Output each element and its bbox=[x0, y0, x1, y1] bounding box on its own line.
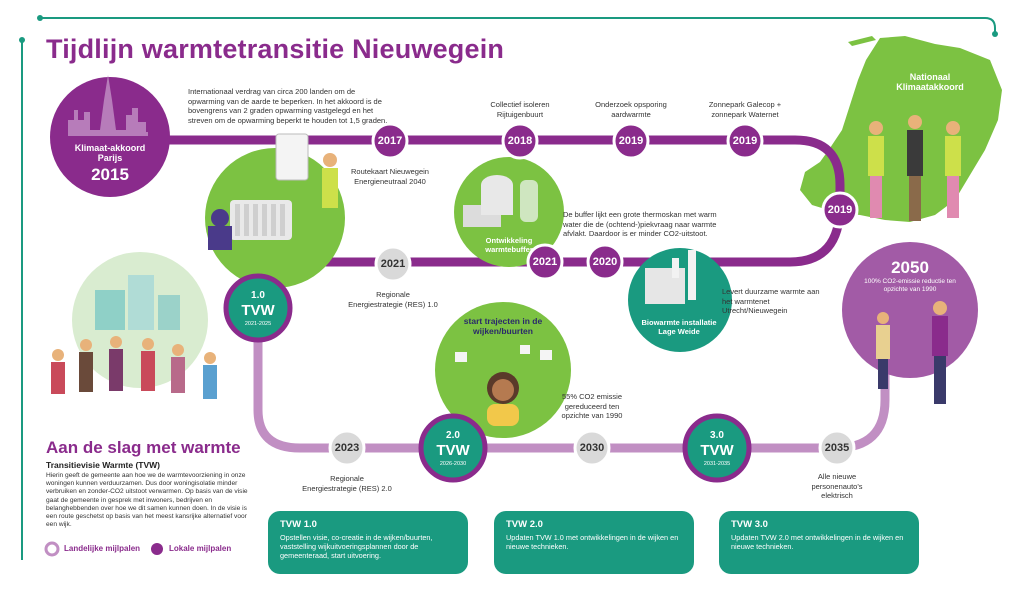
year-2050: 2050 bbox=[891, 258, 929, 277]
year-2021b: 2021 bbox=[380, 258, 406, 270]
celebrating-people-icon bbox=[868, 115, 961, 221]
note-2019b: Zonnepark Galecop + zonnepark Waternet bbox=[708, 100, 782, 119]
intro-subheading: Transitievisie Warmte (TVW) bbox=[46, 460, 160, 470]
tvw3-num: 3.0 bbox=[710, 430, 724, 441]
year-2019c: 2019 bbox=[827, 204, 853, 216]
frame-dot bbox=[37, 15, 43, 21]
card-tvw2 bbox=[494, 511, 694, 574]
buffer-label: Ontwikkeling warmtebuffer bbox=[485, 236, 533, 254]
chimney-icon bbox=[688, 250, 696, 300]
paris-label: Klimaat-akkoord Parijs bbox=[74, 143, 146, 163]
intro-heading: Aan de slag met warmte bbox=[46, 438, 241, 457]
year-2035: 2035 bbox=[824, 442, 850, 454]
buffer-note: De buffer lijkt een grote thermoskan met warm water die de (ochtend-)piekvraag naar warmte afvlakt. Daardoor is er minder CO2-uitstoot. bbox=[563, 210, 717, 238]
legend-local-label: Lokale mijlpalen bbox=[169, 544, 232, 553]
note-2021b: Regionale Energiestrategie (RES) 1.0 bbox=[348, 290, 438, 309]
woman-portrait-icon bbox=[487, 372, 519, 426]
year-2021a: 2021 bbox=[532, 256, 558, 268]
tvw3-range: 2031-2035 bbox=[703, 461, 731, 467]
worker-body-icon bbox=[322, 168, 338, 208]
tvw2-label: TVW bbox=[436, 442, 470, 459]
chimney-icon bbox=[672, 258, 679, 278]
legend-national-label: Landelijke mijlpalen bbox=[64, 544, 141, 553]
card-title: TVW 1.0 bbox=[280, 519, 317, 530]
nationaal-klimaatakkoord: Nationaal Klimaatakkoord bbox=[896, 72, 964, 92]
biowarmte-label: Biowarmte installatie Lage Weide bbox=[641, 318, 717, 336]
page-title: Tijdlijn warmtetransitie Nieuwegein bbox=[46, 34, 505, 64]
installer-person-icon bbox=[211, 209, 229, 227]
timeline-track-national bbox=[258, 295, 885, 448]
netherlands-map-islands bbox=[848, 36, 876, 46]
card-title: TVW 2.0 bbox=[506, 519, 543, 530]
year-2020: 2020 bbox=[592, 256, 618, 268]
legend-national-marker bbox=[46, 543, 58, 555]
buffer-tank-body-icon bbox=[481, 185, 513, 215]
intro-text: Hierin geeft de gemeente aan hoe we de warmtevoorziening in onze woningen kunnen verduurzamen. Dus door woningisolatie minder verbruiken en zonder-CO2 uitstoot verwarmen. Op basis van de visie gaat de gemeente in gesprek met inwoners, bedrijven en belanghebbenden over hoe we dit samen kunnen doen. In de visie is een route geschetst op basis van het meest kansrijke alternatief voor een wijk. bbox=[46, 472, 248, 529]
note-2050: 100% CO2-emissie reductie ten opzichte van 1990 bbox=[864, 278, 956, 293]
paris-year: 2015 bbox=[91, 165, 129, 184]
note-2017: Routekaart Nieuwegein Energieneutraal 2040 bbox=[351, 167, 429, 186]
card-title: TVW 3.0 bbox=[731, 519, 768, 530]
city-building-icon bbox=[158, 295, 180, 330]
tvw2-range: 2026-2030 bbox=[439, 461, 467, 467]
legend-local-marker bbox=[151, 543, 163, 555]
card-text: Updaten TVW 1.0 met ontwikkelingen in de wijken en nieuwe technieken. bbox=[506, 533, 679, 551]
card-text: Updaten TVW 2.0 met ontwikkelingen in de wijken en nieuwe technieken. bbox=[731, 533, 904, 551]
card-text: Opstellen visie, co-creatie in de wijken/buurten, vaststelling wijkuitvoeringsplannen door de gemeenteraad, start uitvoering. bbox=[280, 533, 433, 560]
tvw3-label: TVW bbox=[700, 442, 734, 459]
city-building-icon bbox=[128, 275, 154, 330]
paris-skyline-base bbox=[68, 132, 148, 136]
frame-dot bbox=[19, 37, 25, 43]
installer-body-icon bbox=[208, 226, 232, 250]
card-tvw1 bbox=[268, 511, 468, 574]
tvw2-num: 2.0 bbox=[446, 430, 460, 441]
year-2018: 2018 bbox=[507, 135, 533, 147]
biowarmte-note: Levert duurzame warmte aan het warmtenet Utrecht/Nieuwegein bbox=[722, 287, 820, 315]
note-2030: 55% CO2 emissie gereduceerd ten opzichte van 1990 bbox=[561, 392, 623, 420]
netherlands-map bbox=[800, 36, 1002, 222]
trajecten-label: start trajecten in de wijken/buurten bbox=[463, 316, 543, 336]
boiler-icon bbox=[276, 134, 308, 180]
year-2023: 2023 bbox=[334, 442, 360, 454]
worker-person-icon bbox=[323, 153, 337, 167]
frame-dot bbox=[992, 31, 998, 37]
note-2018: Collectief isoleren Rijtuigenbuurt bbox=[490, 100, 550, 119]
frame-line bbox=[40, 18, 995, 34]
tvw1-range: 2021-2025 bbox=[244, 321, 272, 327]
paris-note: Internationaal verdrag van circa 200 landen om de opwarming van de aarde te beperken. In het akkoord is de bovengrens van 2 graden opwarming vastgelegd en het streven om de opwarming beperkt te houden tot 1,5 graden. bbox=[188, 87, 388, 125]
year-2019b: 2019 bbox=[732, 135, 758, 147]
note-2023: Regionale Energiestrategie (RES) 2.0 bbox=[302, 474, 392, 493]
note-2019a: Onderzoek opsporing aardwarmte bbox=[595, 100, 667, 119]
year-2019a: 2019 bbox=[618, 135, 644, 147]
note-2035: Alle nieuwe personenauto's elektrisch bbox=[811, 472, 863, 500]
card-tvw3 bbox=[719, 511, 919, 574]
year-2030: 2030 bbox=[579, 442, 605, 454]
tvw1-label: TVW bbox=[241, 302, 275, 319]
buffer-silo-icon bbox=[520, 180, 538, 222]
year-2017: 2017 bbox=[377, 135, 403, 147]
city-building-icon bbox=[95, 290, 125, 330]
tvw1-num: 1.0 bbox=[251, 290, 265, 301]
